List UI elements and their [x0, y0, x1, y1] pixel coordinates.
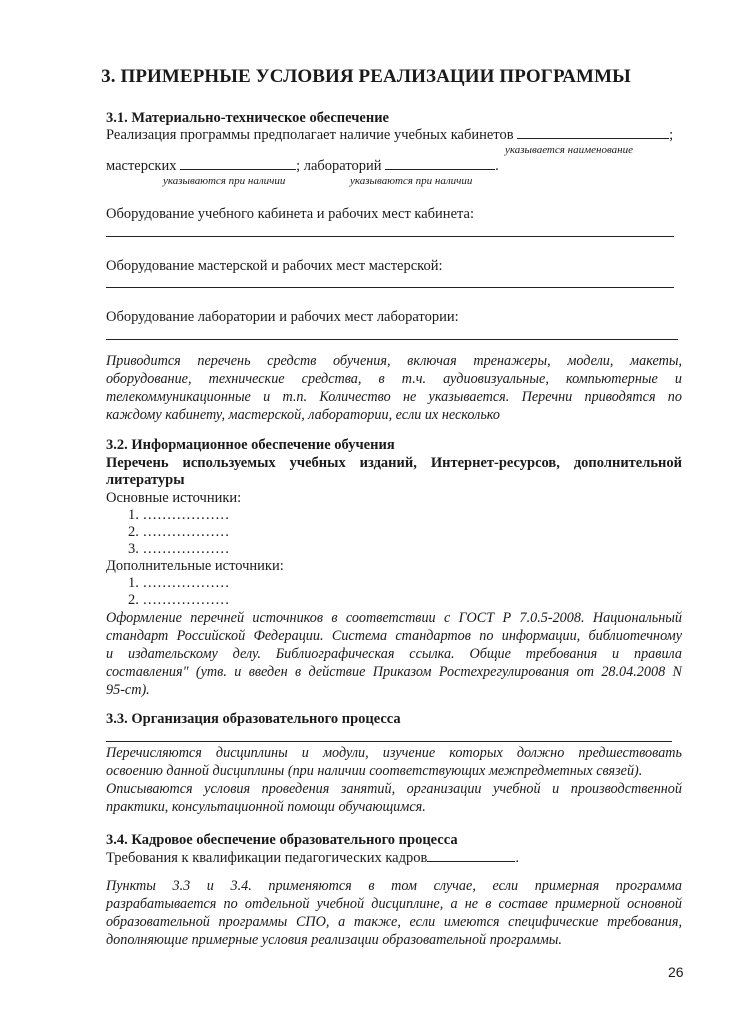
- main-source-item: 2. ………………: [128, 524, 230, 540]
- section-3-4-heading: 3.4. Кадровое обеспечение образовательного процесса: [106, 832, 458, 848]
- section-3-2-note: [106, 609, 682, 699]
- section-3-2-heading: 3.2. Информационное обеспечение обучения: [106, 437, 395, 453]
- labs-blank[interactable]: [385, 157, 495, 170]
- staff-requirements-text: Требования к квалификации педагогических кадров: [106, 850, 428, 866]
- page-number: 26: [668, 964, 684, 980]
- classrooms-end: ;: [669, 127, 674, 143]
- note-line: дополняющие примерные условия реализации образовательной программы.: [106, 932, 562, 948]
- extra-source-item: 2. ………………: [128, 592, 230, 608]
- note-line: Пункты 3.3 и 3.4. применяются в том случае, если примерная программа: [106, 878, 682, 894]
- equip-cabinet-line[interactable]: [106, 236, 674, 237]
- note-line: и издательскому делу. Библиографическая ссылка. Общие требования и правила: [106, 646, 682, 662]
- section-3-4-note: [106, 877, 682, 949]
- note-line: стандарт Российской Федерации. Система стандартов по информации, библиотечному: [106, 628, 682, 644]
- section-3-2-subheading: Перечень используемых учебных изданий, Интернет-ресурсов, дополнительной: [106, 455, 682, 471]
- classrooms-blank[interactable]: [517, 126, 669, 139]
- equip-workshop-label: Оборудование мастерской и рабочих мест мастерской:: [106, 258, 443, 274]
- note-line: Описываются условия проведения занятий, организации учебной и производственной: [106, 781, 682, 797]
- extra-source-item: 1. ………………: [128, 575, 230, 591]
- section-3-3-heading: 3.3. Организация образовательного процесса: [106, 711, 401, 727]
- extra-sources-label: Дополнительные источники:: [106, 558, 284, 574]
- classrooms-note: указывается наименование: [505, 144, 633, 156]
- classrooms-line: [106, 126, 673, 144]
- note-line: телекоммуникационные и т.п. Количество не указывается. Перечни приводятся по: [106, 389, 682, 405]
- note-line: оборудование, технические средства, в т.ч. аудиовизуальные, компьютерные и: [106, 371, 682, 387]
- note-line: практики, консультационной помощи обучающимся.: [106, 799, 426, 815]
- main-source-item: 1. ………………: [128, 507, 230, 523]
- workshops-label: мастерских: [106, 158, 177, 174]
- main-sources-label: Основные источники:: [106, 490, 242, 506]
- equip-lab-label: Оборудование лаборатории и рабочих мест лаборатории:: [106, 309, 459, 325]
- note-line: освоению данной дисциплины (при наличии соответствующих межпредметных связей).: [106, 763, 643, 779]
- note-line: каждому кабинету, мастерской, лаборатории, если их несколько: [106, 407, 500, 423]
- section-3-3-line[interactable]: [106, 741, 672, 742]
- note-line: Перечисляются дисциплины и модули, изучение которых должно предшествовать: [106, 745, 682, 761]
- note-line: составления" (утв. и введен в действие Приказом Ростехрегулирования от 28.04.2008 N: [106, 664, 682, 680]
- staff-requirements-line: [106, 849, 519, 867]
- staff-requirements-blank[interactable]: [427, 849, 515, 862]
- page-title: 3. ПРИМЕРНЫЕ УСЛОВИЯ РЕАЛИЗАЦИИ ПРОГРАММЫ: [101, 66, 631, 87]
- staff-requirements-end: .: [515, 850, 519, 866]
- note-line: Оформление перечней источников в соответствии с ГОСТ Р 7.0.5-2008. Национальный: [106, 610, 682, 626]
- workshops-end: ; лабораторий: [296, 158, 382, 174]
- labs-note: указываются при наличии: [350, 175, 473, 187]
- equip-workshop-line[interactable]: [106, 287, 674, 288]
- note-line: 95-ст).: [106, 682, 150, 698]
- workshops-line: [106, 157, 499, 175]
- note-line: образовательной программы СПО, а также, если имеются специфические требования,: [106, 914, 682, 930]
- workshops-note: указываются при наличии: [163, 175, 286, 187]
- section-3-3-note: [106, 744, 682, 816]
- workshops-blank[interactable]: [180, 157, 296, 170]
- section-3-1-note: [106, 352, 682, 424]
- section-3-2-subheading-cont: литературы: [106, 472, 185, 488]
- classrooms-text: Реализация программы предполагает наличие учебных кабинетов: [106, 127, 514, 143]
- equip-lab-line[interactable]: [106, 339, 678, 340]
- labs-end: .: [495, 158, 499, 174]
- note-line: разрабатывается по отдельной учебной дисциплине, а не в составе примерной основной: [106, 896, 682, 912]
- section-3-1-heading: 3.1. Материально-техническое обеспечение: [106, 110, 389, 126]
- main-source-item: 3. ………………: [128, 541, 230, 557]
- note-line: Приводится перечень средств обучения, включая тренажеры, модели, макеты,: [106, 353, 682, 369]
- equip-cabinet-label: Оборудование учебного кабинета и рабочих мест кабинета:: [106, 206, 474, 222]
